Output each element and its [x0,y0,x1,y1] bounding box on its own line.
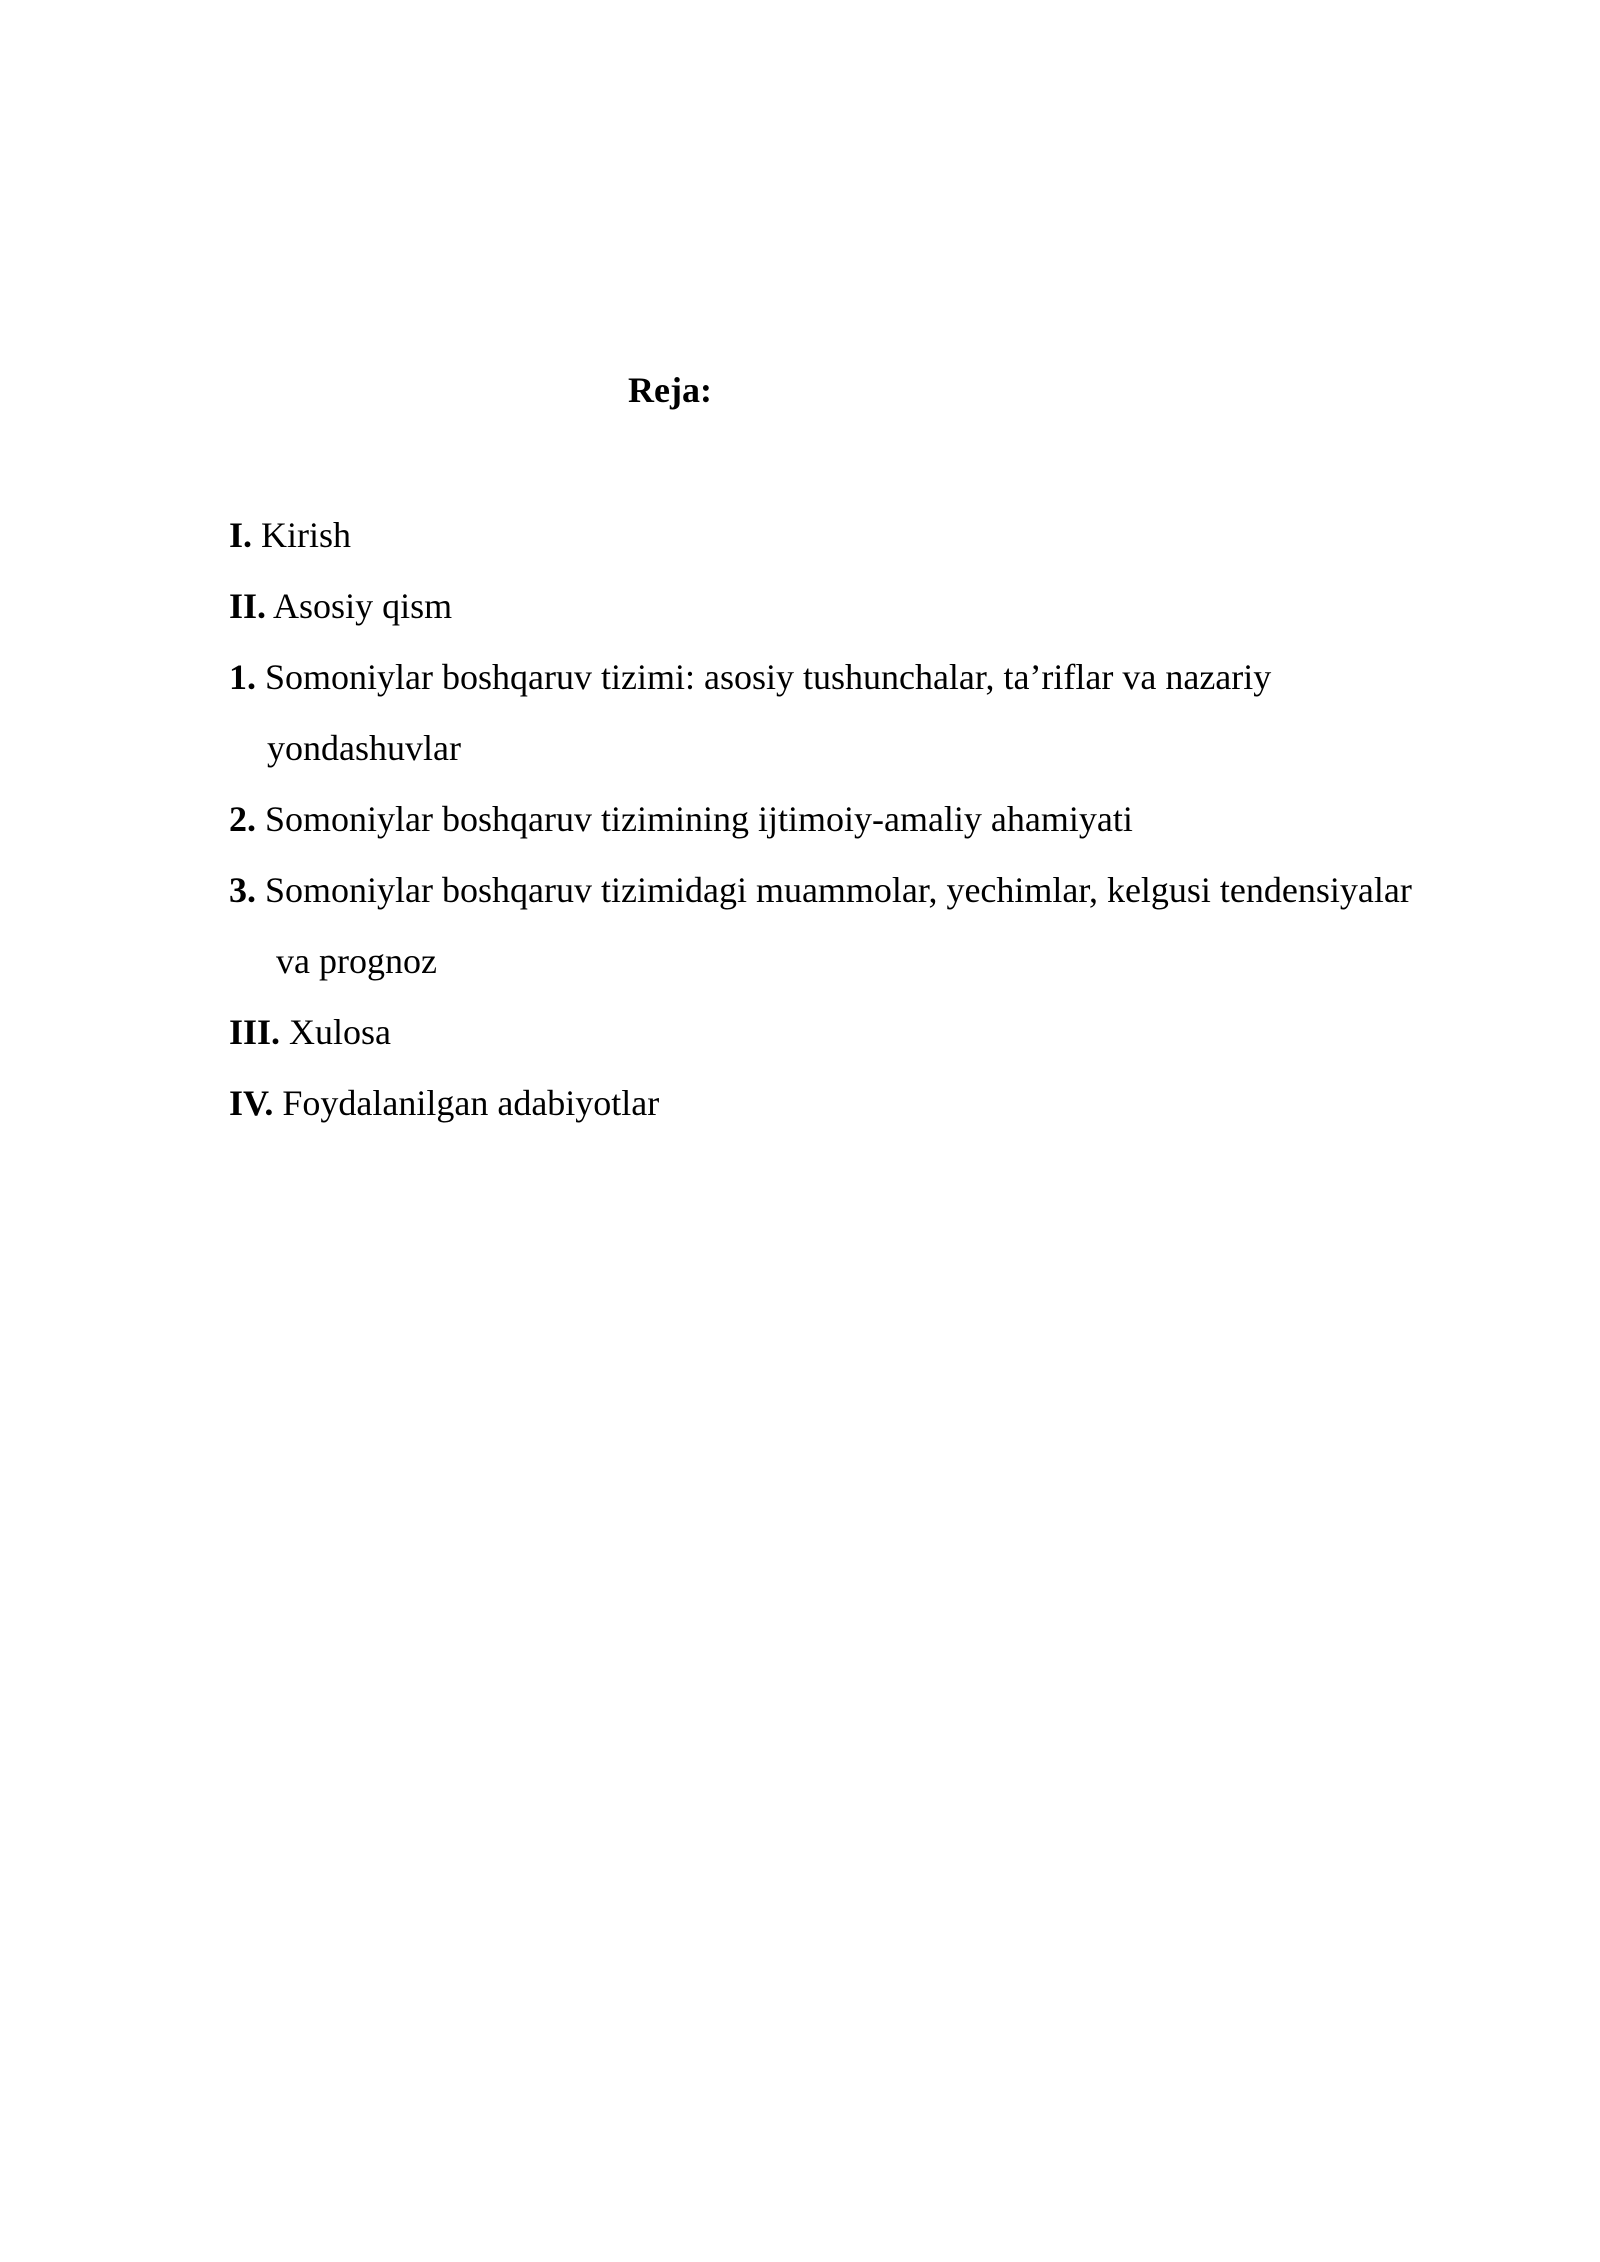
plan-item-section-3 [229,865,1412,915]
plan-item-conclusion [229,1007,391,1057]
plan-item-text: Asosiy qism [273,586,453,626]
plan-item-number: 1. [229,657,256,697]
plan-item-number: III. [229,1012,281,1052]
plan-item-number: IV. [229,1083,274,1123]
plan-item-references [229,1078,659,1128]
plan-item-section-1 [229,652,1271,702]
plan-item-section-2 [229,794,1133,844]
plan-item-text: Somoniylar boshqaruv tizimidagi muammolar, yechimlar, kelgusi tendensiyalar [265,870,1412,910]
plan-item-text: Somoniylar boshqaruv tizimining ijtimoiy-amaliy ahamiyati [265,799,1133,839]
plan-item-text: Xulosa [289,1012,392,1052]
plan-item-text: Somoniylar boshqaruv tizimi: asosiy tushunchalar, ta’riflar va nazariy [265,657,1272,697]
plan-item-number: II. [229,586,267,626]
plan-item-continuation: va prognoz [276,941,437,981]
plan-item-continuation: yondashuvlar [267,728,461,768]
plan-item-number: 3. [229,870,256,910]
plan-item-main-part [229,581,452,631]
plan-item-number: 2. [229,799,256,839]
plan-item-introduction [229,510,351,560]
plan-item-text: Kirish [261,515,352,555]
plan-item-text: Foydalanilgan adabiyotlar [282,1083,660,1123]
plan-item-number: I. [229,515,253,555]
page-title: Reja: [628,370,712,410]
